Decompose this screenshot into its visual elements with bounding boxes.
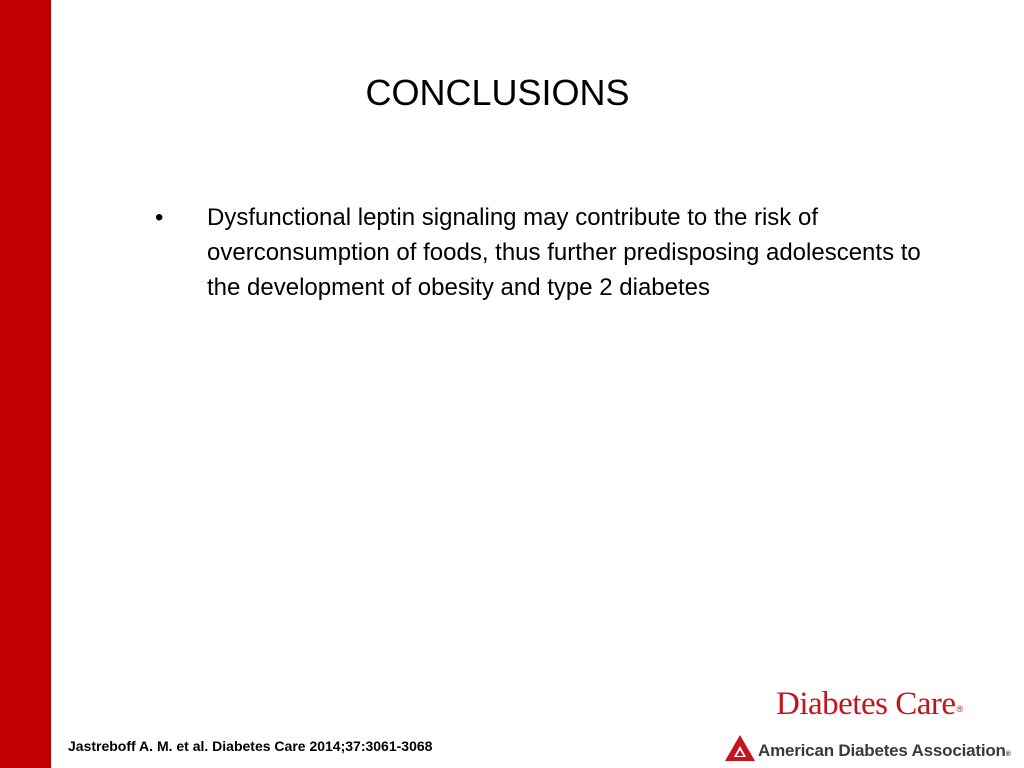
ada-triangle-logo-icon <box>724 734 756 762</box>
association-name: American Diabetes Association® <box>758 741 1011 760</box>
ada-logo <box>724 734 1011 762</box>
association-registered-mark: ® <box>1005 751 1011 758</box>
journal-registered-mark: ® <box>956 704 963 714</box>
bullet-marker: • <box>155 204 164 231</box>
bullet-item <box>155 200 955 305</box>
journal-name: Diabetes Care <box>776 686 956 722</box>
bullet-text: Dysfunctional leptin signaling may contribute to the risk of overconsumption of foods, thus further predisposing adolescents to the development of obesity and type 2 diabetes <box>207 204 921 301</box>
slide-title: CONCLUSIONS <box>365 72 630 113</box>
left-accent-bar <box>0 0 51 768</box>
diabetes-care-logo <box>776 684 963 729</box>
citation: Jastreboff A. M. et al. Diabetes Care 2014;37:3061-3068 <box>68 738 433 754</box>
bullet-list <box>155 200 955 305</box>
